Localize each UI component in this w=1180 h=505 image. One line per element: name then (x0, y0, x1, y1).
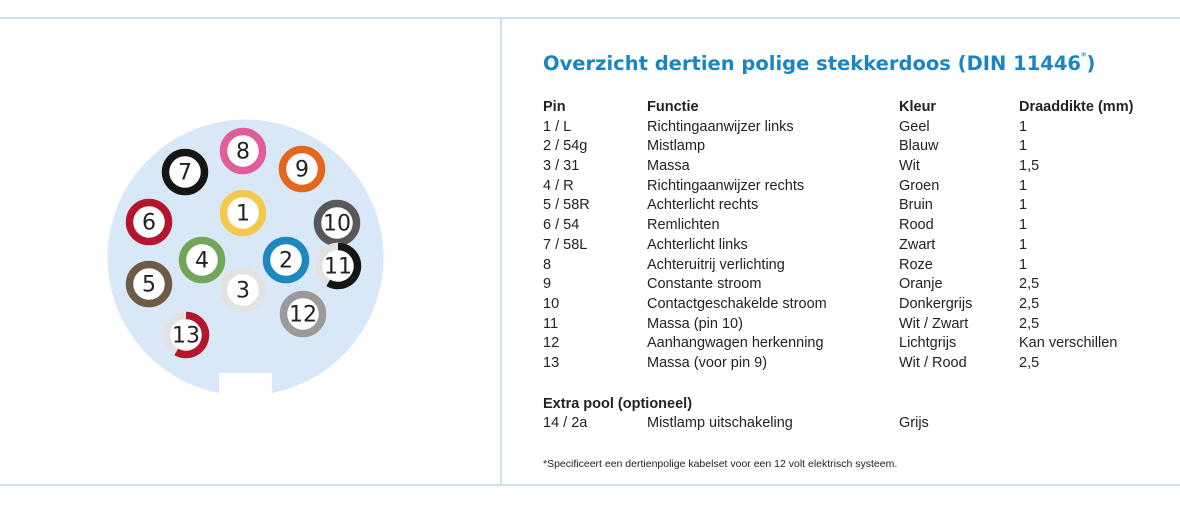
cell-pin: 1 / L (543, 118, 572, 135)
cell-functie: Constante stroom (647, 276, 762, 293)
pin-label: 8 (236, 139, 250, 165)
pin-label: 11 (324, 254, 352, 280)
pin-1 (220, 190, 267, 237)
header-kleur: Kleur (899, 99, 937, 115)
cell-functie: Achteruitrij verlichting (647, 256, 785, 273)
pin-11 (315, 243, 362, 290)
table-row (543, 177, 1173, 197)
footnote: *Specificeert een dertienpolige kabelset voor een 12 volt elektrisch systeem. (543, 458, 898, 470)
cell-functie: Remlichten (647, 217, 720, 234)
cell-pin: 4 / R (543, 177, 574, 194)
cell-functie: Richtingaanwijzer links (647, 118, 794, 135)
pin-13 (163, 312, 210, 359)
socket-svg (0, 19, 500, 484)
table-row (543, 236, 1173, 256)
cell-pin: 6 / 54 (543, 217, 580, 234)
pin-10 (314, 200, 361, 247)
cell-functie: Achterlicht rechts (647, 197, 759, 214)
cell-kleur: Grijs (899, 415, 929, 431)
cell-pin: 5 / 58R (543, 197, 590, 214)
cell-functie: Massa (pin 10) (647, 315, 743, 332)
header-pin: Pin (543, 99, 566, 115)
pin-label: 12 (289, 302, 317, 328)
cell-pin: 11 (543, 315, 559, 332)
cell-functie: Contactgeschakelde stroom (647, 295, 827, 312)
pin-5 (126, 261, 173, 308)
pin-2 (263, 237, 310, 284)
pin-7 (162, 149, 209, 196)
vertical-divider (500, 17, 502, 486)
bottom-divider (0, 484, 1180, 486)
pin-label: 4 (195, 248, 209, 274)
cell-kleur: Bruin (899, 197, 933, 214)
table-row (543, 334, 1173, 354)
table-row (543, 118, 1173, 138)
cell-kleur: Wit / Zwart (899, 315, 969, 332)
cell-kleur: Groen (899, 177, 940, 194)
cell-kleur: Blauw (899, 138, 939, 155)
cell-kleur: Donkergrijs (899, 295, 973, 312)
socket-diagram (0, 19, 500, 484)
pin-3 (220, 267, 267, 314)
cell-pin: 9 (543, 276, 552, 293)
pin-label: 9 (295, 157, 309, 183)
pin-label: 10 (323, 211, 351, 237)
table-row (543, 275, 1173, 295)
table-row (543, 216, 1173, 236)
pin-9 (279, 146, 326, 193)
cell-kleur: Rood (899, 217, 934, 234)
pin-label: 13 (172, 323, 200, 349)
table-row (543, 256, 1173, 276)
table-row (543, 157, 1173, 177)
extra-pool-title: Extra pool (optioneel) (543, 396, 693, 412)
cell-kleur: Wit (899, 158, 920, 175)
cell-functie: Massa (voor pin 9) (647, 354, 768, 371)
cell-pin: 12 (543, 335, 560, 352)
pin-label: 2 (279, 248, 293, 274)
pin-label: 1 (236, 201, 250, 227)
cell-draaddikte: 1 (1019, 177, 1028, 194)
table-row (543, 295, 1173, 315)
cell-kleur: Zwart (899, 236, 936, 253)
pin-12 (280, 291, 327, 338)
cell-functie: Aanhangwagen herkenning (647, 335, 824, 352)
cell-kleur: Oranje (899, 276, 943, 293)
pin-label: 5 (142, 272, 156, 298)
cell-draaddikte: 2,5 (1019, 315, 1040, 332)
header-draaddikte: Draaddikte (mm) (1019, 99, 1134, 115)
cell-functie: Achterlicht links (647, 236, 748, 253)
cell-pin: 8 (543, 256, 552, 273)
cell-draaddikte: 1 (1019, 236, 1028, 253)
cell-pin: 14 / 2a (543, 415, 588, 431)
cell-pin: 3 / 31 (543, 158, 580, 175)
pin-label: 7 (178, 160, 192, 186)
cell-functie: Massa (647, 158, 690, 175)
pin-label: 6 (142, 210, 156, 236)
cell-pin: 10 (543, 295, 560, 312)
cell-draaddikte: 1 (1019, 256, 1028, 273)
cell-kleur: Wit / Rood (899, 354, 967, 371)
cell-kleur: Roze (899, 256, 933, 273)
cell-draaddikte: 1,5 (1019, 158, 1040, 175)
pin-8 (220, 128, 267, 175)
cell-draaddikte: Kan verschillen (1019, 335, 1118, 352)
cell-draaddikte: 2,5 (1019, 354, 1040, 371)
cell-functie: Richtingaanwijzer rechts (647, 177, 805, 194)
cell-kleur: Geel (899, 118, 930, 135)
cell-kleur: Lichtgrijs (899, 335, 957, 352)
cell-draaddikte: 2,5 (1019, 276, 1040, 293)
cell-pin: 7 / 58L (543, 236, 588, 253)
cell-draaddikte: 1 (1019, 197, 1028, 214)
pin-label: 3 (236, 278, 250, 304)
cell-draaddikte: 1 (1019, 118, 1028, 135)
pin-6 (126, 199, 173, 246)
table-row (543, 315, 1173, 335)
cell-functie: Mistlamp uitschakeling (647, 415, 793, 431)
table-row (543, 196, 1173, 216)
cell-draaddikte: 1 (1019, 138, 1028, 155)
page-title: Overzicht dertien polige stekkerdoos (DIN 11446*) (543, 50, 1096, 75)
pin-4 (179, 237, 226, 284)
cell-functie: Mistlamp (647, 138, 706, 155)
table-row (543, 414, 1173, 434)
cell-pin: 2 / 54g (543, 138, 588, 155)
cell-draaddikte: 1 (1019, 217, 1028, 234)
table-row (543, 137, 1173, 157)
table-row (543, 354, 1173, 374)
table-header (543, 98, 1173, 118)
cell-draaddikte: 2,5 (1019, 295, 1040, 312)
header-functie: Functie (647, 99, 699, 115)
extra-pool-table (543, 414, 1173, 434)
cell-pin: 13 (543, 354, 560, 371)
pin-table (543, 98, 1173, 374)
